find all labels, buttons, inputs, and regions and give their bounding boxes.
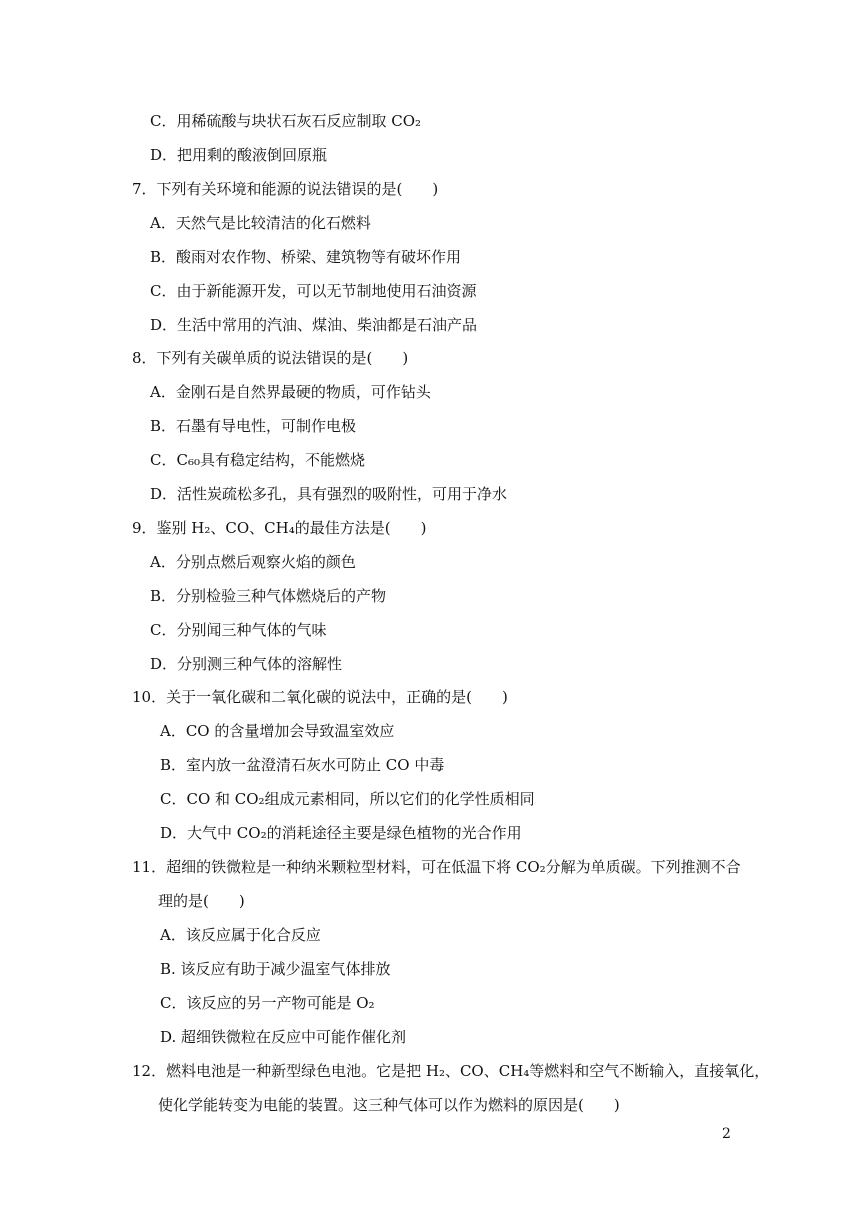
q11-option-d: D. 超细铁微粒在反应中可能作催化剂 [160, 1028, 407, 1046]
q9-option-b: B．分别检验三种气体燃烧后的产物 [150, 587, 387, 605]
question-8: 8．下列有关碳单质的说法错误的是( ) [132, 349, 409, 367]
q10-option-a: A．CO 的含量增加会导致温室效应 [160, 722, 395, 740]
q8-option-c: C．C₆₀具有稳定结构，不能燃烧 [150, 451, 365, 469]
question-12: 12．燃料电池是一种新型绿色电池。它是把 H₂、CO、CH₄等燃料和空气不断输入，直接氧化， [132, 1062, 770, 1080]
q7-option-b: B．酸雨对农作物、桥梁、建筑物等有破坏作用 [150, 248, 462, 266]
question-10: 10．关于一氧化碳和二氧化碳的说法中，正确的是( ) [132, 688, 508, 706]
page-number: 2 [722, 1126, 731, 1142]
q10-option-b: B．室内放一盆澄清石灰水可防止 CO 中毒 [160, 756, 445, 774]
q8-option-a: A．金刚石是自然界最硬的物质，可作钻头 [150, 383, 431, 401]
q10-option-c: C．CO 和 CO₂组成元素相同，所以它们的化学性质相同 [160, 790, 535, 808]
q6-option-d: D．把用剩的酸液倒回原瓶 [150, 146, 328, 164]
question-11: 11．超细的铁微粒是一种纳米颗粒型材料，可在低温下将 CO₂分解为单质碳。下列推测不合 [132, 858, 741, 876]
q6-option-c: C．用稀硫酸与块状石灰石反应制取 CO₂ [150, 112, 422, 130]
q10-option-d: D．大气中 CO₂的消耗途径主要是绿色植物的光合作用 [160, 824, 522, 842]
q11-option-c: C．该反应的另一产物可能是 O₂ [160, 994, 375, 1012]
question-9: 9．鉴别 H₂、CO、CH₄的最佳方法是( ) [132, 519, 427, 537]
question-12-continued: 使化学能转变为电能的装置。这三种气体可以作为燃料的原因是( ) [158, 1096, 620, 1114]
question-7: 7．下列有关环境和能源的说法错误的是( ) [132, 180, 439, 198]
q8-option-d: D．活性炭疏松多孔，具有强烈的吸附性，可用于净水 [150, 485, 508, 503]
q7-option-c: C．由于新能源开发，可以无节制地使用石油资源 [150, 282, 477, 300]
q9-option-a: A．分别点燃后观察火焰的颜色 [150, 553, 356, 571]
q7-option-a: A．天然气是比较清洁的化石燃料 [150, 214, 371, 232]
q8-option-b: B．石墨有导电性，可制作电极 [150, 417, 357, 435]
q7-option-d: D．生活中常用的汽油、煤油、柴油都是石油产品 [150, 316, 478, 334]
q9-option-c: C．分别闻三种气体的气味 [150, 621, 327, 639]
question-11-continued: 理的是( ) [158, 892, 245, 910]
q11-option-a: A．该反应属于化合反应 [160, 926, 321, 944]
q11-option-b: B. 该反应有助于减少温室气体排放 [160, 960, 391, 978]
q9-option-d: D．分别测三种气体的溶解性 [150, 655, 343, 673]
